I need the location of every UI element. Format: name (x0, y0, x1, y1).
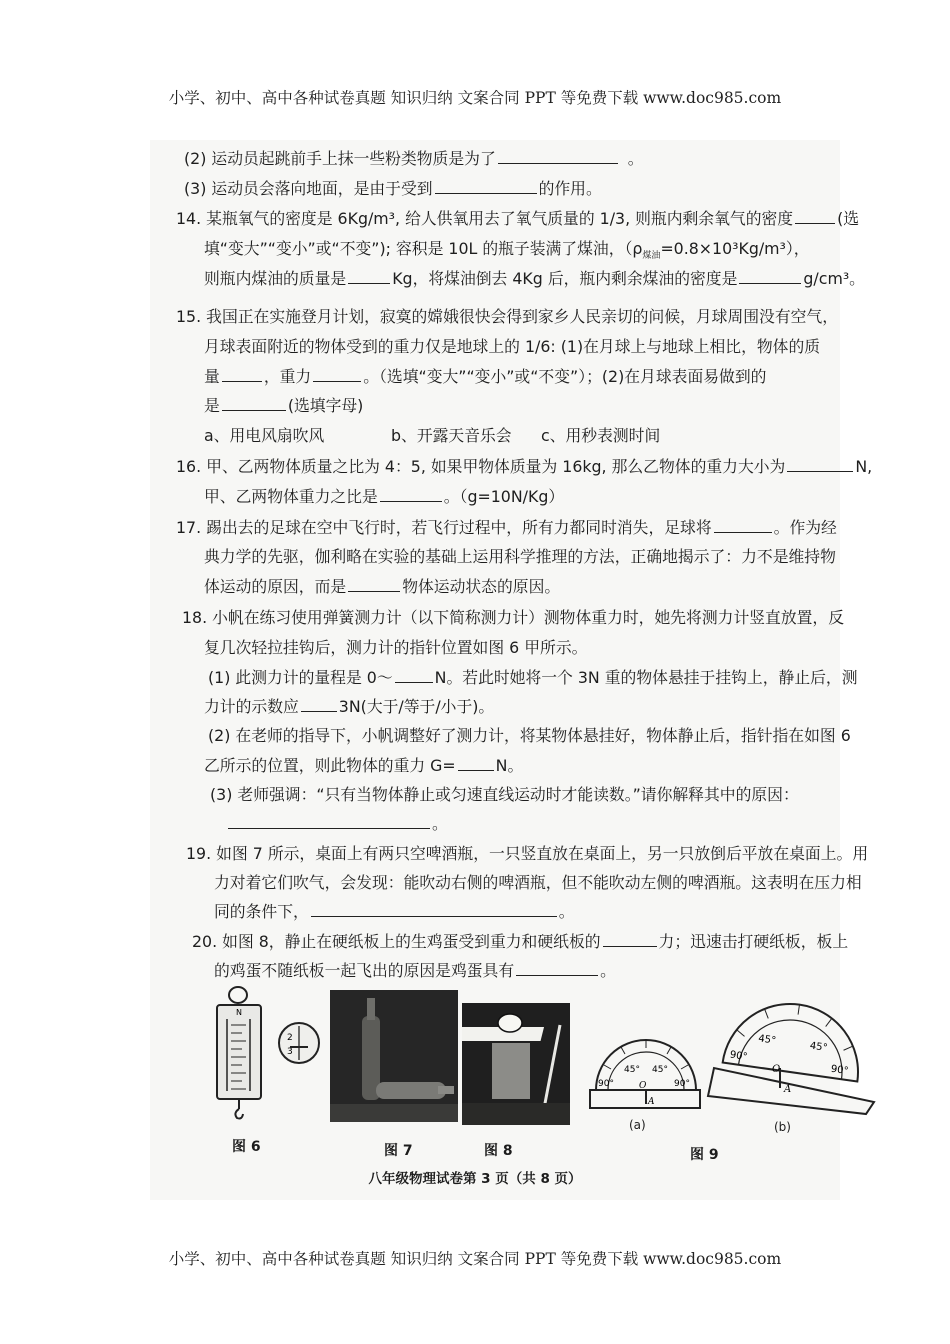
q15-line4: 是 (选填字母) (204, 396, 364, 415)
q17-line3: 体运动的原因，而是 物体运动状态的原因。 (204, 577, 561, 596)
scale-inset-figure (276, 1020, 322, 1066)
answer-blank[interactable] (348, 576, 400, 592)
q13-part2: (2) 运动员起跳前手上抹一些粉类物质是为了 。 (184, 149, 644, 168)
top-watermark: 小学、初中、高中各种试卷真题 知识归纳 文案合同 PPT 等免费下载 www.doc985.com (168, 89, 782, 107)
q15-option-b: b、开露天音乐会 (391, 426, 512, 445)
q18-part1: (1) 此测力计的量程是 0～ N。若此时她将一个 3N 重的物体悬挂于挂钩上，静止后，测 (208, 668, 858, 687)
q15-option-c: c、用秒表测时间 (541, 426, 661, 445)
q15-line1: 15. 我国正在实施登月计划，寂寞的嫦娥很快会得到家乡人民亲切的问候，月球周围没有空气， (176, 307, 839, 326)
answer-blank[interactable] (348, 268, 390, 284)
q18-part2: (2) 在老师的指导下，小帆调整好了测力计，将某物体悬挂好，物体静止后，指针指在如图 6 (208, 726, 851, 745)
q19-line3: 同的条件下， 。 (214, 902, 575, 921)
q19-line2: 力对着它们吹气，会发现：能吹动右侧的啤酒瓶，但不能吹动左侧的啤酒瓶。这表明在压力相 (214, 873, 862, 892)
figure-8-caption: 图 8 (484, 1143, 513, 1159)
answer-blank[interactable] (222, 395, 286, 411)
answer-blank[interactable] (714, 517, 772, 533)
q18-part3-answer: 。 (226, 813, 448, 835)
q18-part2-cont: 乙所示的位置，则此物体的重力 G= N。 (204, 756, 524, 775)
answer-blank[interactable] (311, 901, 557, 917)
inset-label-2: 2 (287, 1033, 293, 1043)
lying-bottle-neck (438, 1086, 454, 1094)
table-surface (330, 1104, 458, 1122)
q14-line2: 填“变大”“变小”或“不变”); 容积是 10L 的瓶子装满了煤油，$(\rho_{煤油}=0.8\times 10^3Kg/m^3)$， (204, 239, 810, 262)
egg-on-card-figure (462, 1003, 570, 1125)
q17-line2: 典力学的先驱，伽利略在实验的基础上运用科学推理的方法，正确地揭示了：力不是维持物 (204, 547, 836, 566)
q15-line2: 月球表面附近的物体受到的重力仅是地球上的 1/6: (1)在月球上与地球上相比，物体的质 (204, 337, 821, 356)
angle-90-left: 90° (729, 1049, 749, 1063)
answer-blank[interactable] (380, 486, 442, 502)
angle-90-right: 90° (830, 1063, 850, 1078)
photo-background (330, 990, 458, 1122)
beer-bottles-photo (330, 990, 458, 1122)
answer-blank[interactable] (603, 931, 657, 947)
answer-blank[interactable] (795, 208, 835, 224)
angle-90-left: 90° (598, 1079, 614, 1089)
inset-label-3: 3 (287, 1047, 293, 1057)
q18-line2: 复几次轻拉挂钩后，测力计的指针位置如图 6 甲所示。 (204, 638, 588, 657)
angle-45-left: 45° (624, 1065, 640, 1075)
table-surface (462, 1103, 570, 1125)
q14-line1: 14. 某瓶氧气的密度是 6Kg/m³, 给人供氧用去了氧气质量的 1/3, 则瓶内剩余氧气的密度 (选 (176, 209, 860, 228)
point-o-label: O (772, 1064, 781, 1075)
answer-blank[interactable] (498, 148, 618, 164)
angle-45-right: 45° (809, 1040, 829, 1054)
protractor-incline-figure (706, 992, 876, 1122)
answer-blank[interactable] (313, 366, 361, 382)
q15-line3: 量 ，重力 。（选填“变大”“变小”或“不变”）；(2)在月球表面易做到的 (204, 367, 767, 386)
protractor-level-figure (586, 1018, 704, 1120)
hook (235, 1109, 243, 1119)
answer-blank[interactable] (739, 268, 801, 284)
q18-part1-cont: 力计的示数应 3N(大于/等于/小于)。 (204, 697, 495, 716)
hook-ring (229, 987, 247, 1003)
bottom-watermark: 小学、初中、高中各种试卷真题 知识归纳 文案合同 PPT 等免费下载 www.doc985.com (168, 1250, 782, 1268)
figure-9-caption: 图 9 (690, 1147, 719, 1163)
q17-line1: 17. 踢出去的足球在空中飞行时，若飞行过程中，所有力都同时消失，足球将 。作为经 (176, 518, 837, 537)
q16-line2: 甲、乙两物体重力之比是 。（g=10N/Kg） (204, 487, 565, 506)
figure-9a-label: (a) (629, 1118, 646, 1132)
point-a-label: A (648, 1097, 655, 1107)
egg (498, 1014, 522, 1032)
angle-90-right: 90° (674, 1079, 690, 1089)
answer-blank[interactable] (516, 960, 598, 976)
answer-blank[interactable] (787, 456, 853, 472)
cup (492, 1043, 530, 1099)
answer-blank[interactable] (301, 696, 337, 712)
scale-unit-label: N (236, 1008, 242, 1017)
spring-scale-figure (205, 985, 285, 1120)
answer-blank[interactable] (395, 667, 433, 683)
point-o-label: O (639, 1081, 647, 1091)
answer-blank[interactable] (222, 366, 262, 382)
q14-line3: 则瓶内煤油的质量是 Kg，将煤油倒去 4Kg 后，瓶内剩余煤油的密度是 g/cm³。 (204, 269, 865, 288)
q18-part3: (3) 老师强调：“只有当物体静止或匀速直线运动时才能读数。”请你解释其中的原因： (210, 785, 799, 804)
figure-7-caption: 图 7 (384, 1143, 413, 1159)
figure-9b-label: (b) (774, 1120, 791, 1134)
lying-bottle (376, 1082, 446, 1099)
angle-45-left: 45° (757, 1033, 777, 1047)
point-a-label: A (784, 1084, 792, 1095)
q19-line1: 19. 如图 7 所示，桌面上有两只空啤酒瓶，一只竖直放在桌面上，另一只放倒后平放在桌面上。用 (186, 844, 869, 863)
q20-line1: 20. 如图 8，静止在硬纸板上的生鸡蛋受到重力和硬纸板的 力；迅速击打硬纸板，板上 (192, 932, 849, 951)
angle-45-right: 45° (652, 1065, 668, 1075)
upright-bottle-neck (367, 998, 375, 1020)
answer-blank[interactable] (228, 813, 430, 829)
q13-part3: (3) 运动员会落向地面，是由于受到 的作用。 (184, 179, 602, 198)
scale-body (217, 1005, 261, 1099)
figure-6-caption: 图 6 (232, 1139, 261, 1155)
answer-blank[interactable] (435, 178, 537, 194)
q16-line1: 16. 甲、乙两物体质量之比为 4：5, 如果甲物体质量为 16kg, 那么乙物体的重力大小为 N, (176, 457, 873, 476)
answer-blank[interactable] (458, 755, 494, 771)
q15-option-a: a、用电风扇吹风 (204, 426, 325, 445)
page-footer: 八年级物理试卷第 3 页（共 8 页） (368, 1171, 582, 1187)
q20-line2: 的鸡蛋不随纸板一起飞出的原因是鸡蛋具有 。 (214, 961, 616, 980)
q18-line1: 18. 小帆在练习使用弹簧测力计（以下简称测力计）测物体重力时，她先将测力计竖直放置，反 (182, 608, 845, 627)
